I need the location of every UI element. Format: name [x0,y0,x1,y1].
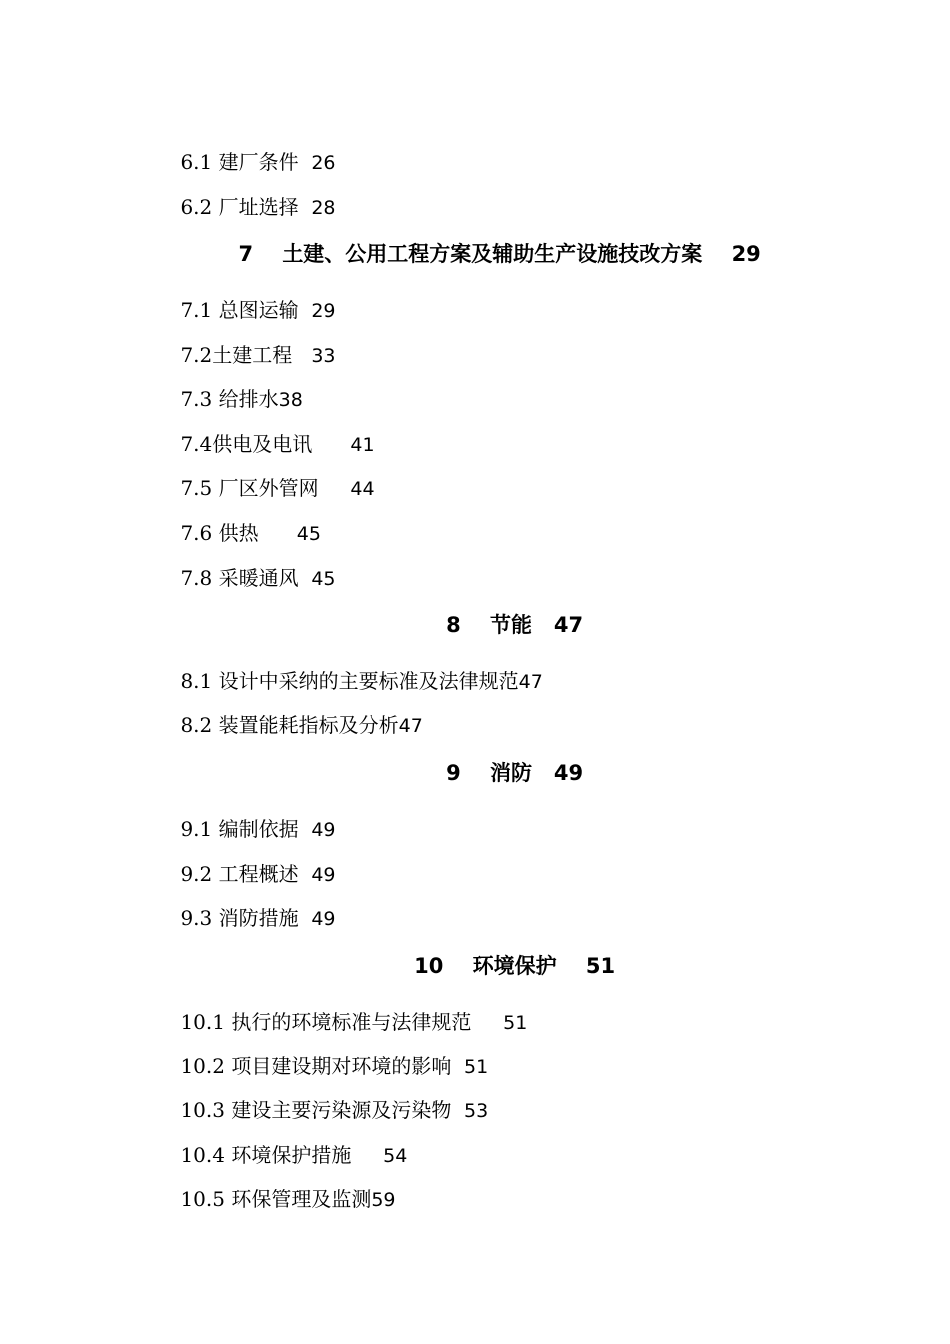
toc-entry-10-5[interactable] [155,1160,396,1239]
toc-entry-number: 7.8 [180,566,213,590]
toc-entry-number: 7.5 [180,476,213,500]
toc-entry-page: 26 [311,152,336,174]
toc-entry-page: 33 [311,345,336,367]
toc-entry-page: 47 [398,715,423,737]
toc-entry-number: 9.2 [180,862,213,886]
toc-entry-page: 51 [503,1012,528,1034]
toc-entry-title: 环境保护措施 [224,1143,352,1167]
toc-entry-title: 厂址选择 [212,195,299,219]
toc-entry-title: 编制依据 [212,817,299,841]
toc-entry-page: 45 [296,523,321,545]
toc-entry-title: 装置能耗指标及分析 [212,713,399,737]
toc-chapter-page: 51 [585,954,616,978]
toc-entry-number: 10.5 [180,1187,225,1211]
toc-entry-title: 执行的环境标准与法律规范 [224,1010,472,1034]
toc-entry-title: 环保管理及监测 [224,1187,372,1211]
toc-entry-page: 59 [371,1189,396,1211]
toc-entry-number: 10.3 [180,1098,225,1122]
toc-entry-page: 49 [311,819,336,841]
toc-entry-title: 建设主要污染源及污染物 [224,1098,452,1122]
toc-chapter-page: 29 [731,242,761,266]
toc-entry-title: 厂区外管网 [212,476,319,500]
toc-entry-title: 土建工程 [212,343,293,367]
toc-entry-number: 7.6 [180,521,213,545]
toc-entry-title: 供电及电讯 [212,432,313,456]
toc-entry-page: 49 [311,908,336,930]
toc-entry-page: 53 [464,1100,489,1122]
toc-entry-page: 28 [311,197,336,219]
toc-entry-number: 7.2 [180,343,213,367]
toc-entry-number: 10.4 [180,1143,225,1167]
toc-entry-number: 7.4 [180,432,213,456]
toc-entry-title: 消防措施 [212,906,299,930]
toc-entry-title: 工程概述 [212,862,299,886]
toc-entry-number: 8.2 [180,713,213,737]
toc-chapter-number: 9 [446,761,461,785]
toc-chapter-page: 49 [553,761,584,785]
toc-entry-number: 6.1 [180,150,213,174]
toc-chapter-title: 环境保护 [472,954,557,978]
toc-chapter-page: 47 [553,613,584,637]
toc-chapter-title: 土建、公用工程方案及辅助生产设施技改方案 [282,242,703,266]
toc-entry-title: 设计中采纳的主要标准及法律规范 [212,669,519,693]
toc-entry-title: 建厂条件 [212,150,299,174]
toc-chapter-7[interactable] [0,212,950,296]
toc-entry-number: 10.2 [180,1054,225,1078]
toc-entry-title: 给排水 [212,387,279,411]
toc-chapter-number: 8 [446,613,461,637]
toc-entry-title: 项目建设期对环境的影响 [224,1054,452,1078]
toc-entry-title: 采暖通风 [212,566,299,590]
toc-entry-page: 38 [278,389,303,411]
toc-entry-page: 45 [311,568,336,590]
toc-entry-number: 8.1 [180,669,213,693]
toc-entry-number: 7.3 [180,387,213,411]
toc-chapter-number: 10 [414,954,444,978]
toc-entry-page: 49 [311,864,336,886]
toc-chapter-number: 7 [238,242,254,266]
toc-entry-title: 总图运输 [212,298,299,322]
toc-entry-number: 6.2 [180,195,213,219]
toc-entry-page: 29 [311,300,336,322]
toc-entry-number: 7.1 [180,298,213,322]
toc-entry-page: 51 [464,1056,489,1078]
toc-entry-page: 41 [350,434,375,456]
toc-entry-page: 44 [350,478,375,500]
toc-entry-number: 10.1 [180,1010,225,1034]
toc-chapter-title: 节能 [489,613,532,637]
toc-entry-number: 9.1 [180,817,213,841]
toc-chapter-9[interactable] [0,731,950,815]
toc-chapter-title: 消防 [489,761,532,785]
toc-entry-page: 54 [383,1145,408,1167]
toc-entry-title: 供热 [212,521,259,545]
toc-entry-page: 47 [518,671,543,693]
toc-entry-number: 9.3 [180,906,213,930]
